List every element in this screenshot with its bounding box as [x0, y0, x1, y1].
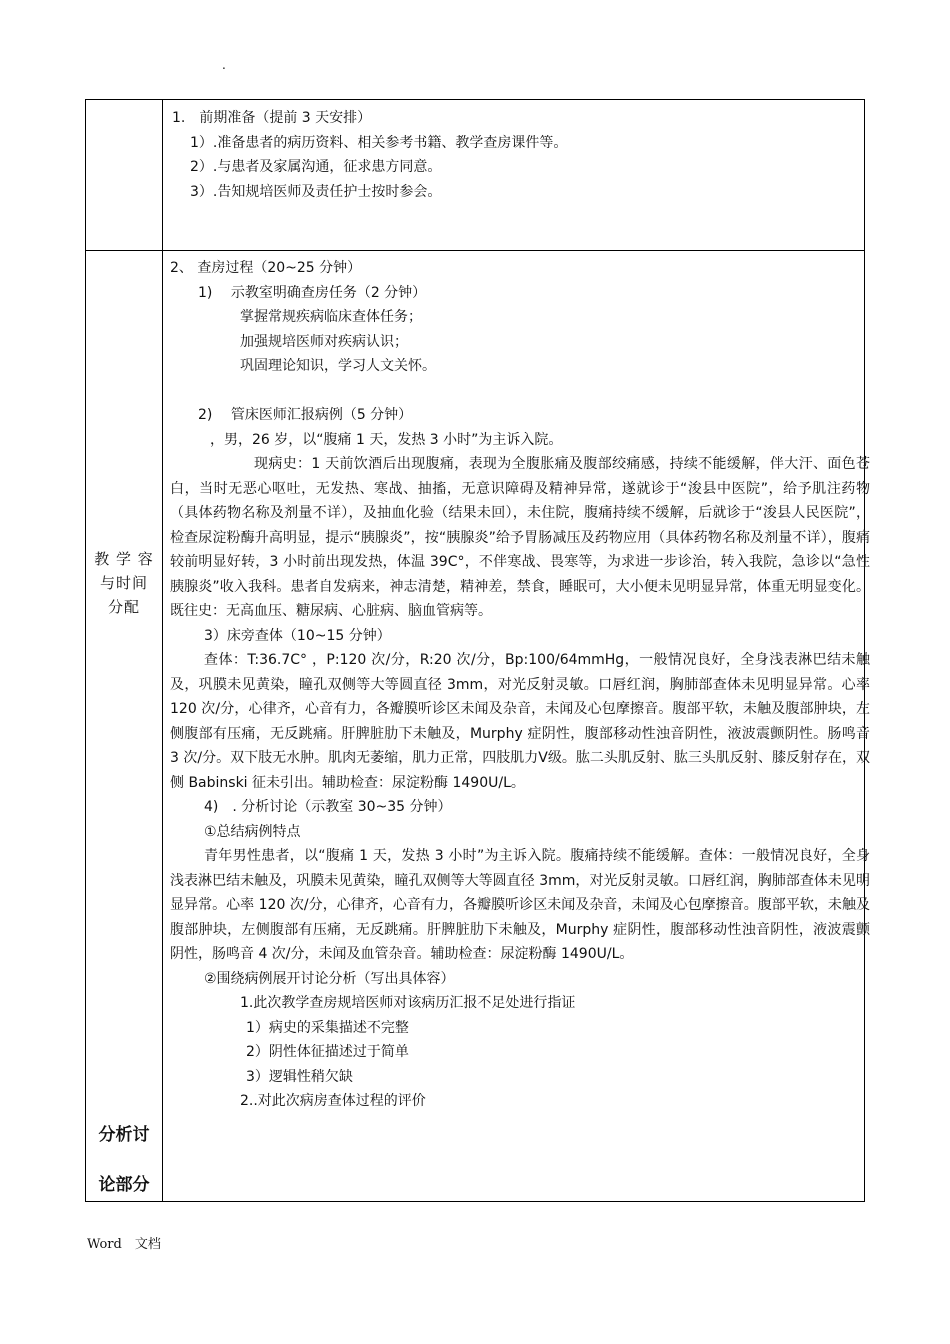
report-title: 2) 管床医师汇报病例（5 分钟） — [198, 407, 413, 423]
prep-title: 1. 前期准备（提前 3 天安排） — [172, 110, 372, 126]
prep-item-3: 3）.告知规培医师及责任护士按时参会。 — [190, 183, 442, 200]
report-intro: ，男，26 岁，以“腹痛 1 天，发热 3 小时”为主诉入院。 — [210, 431, 563, 448]
task-item-3: 巩固理论知识，学习人文关怀。 — [240, 358, 436, 374]
discussion-subpoint-1: 1）病史的采集描述不完整 — [246, 1019, 409, 1036]
task-title: 1) 示教室明确查房任务（2 分钟） — [198, 284, 427, 301]
discussion-subpoint-2: 2）阴性体征描述过于简单 — [246, 1044, 409, 1060]
document-footer: Word 文档 — [87, 1237, 161, 1252]
label-line: 分析讨 — [98, 1125, 150, 1145]
task-item-1: 掌握常规疾病临床查体任务； — [240, 309, 422, 325]
label-content-time — [86, 547, 162, 619]
lesson-plan-table — [85, 99, 870, 1202]
discussion-title: 4) . 分析讨论（示教室 30~35 分钟） — [204, 799, 452, 815]
process-title: 2、 查房过程（20~25 分钟） — [170, 260, 362, 276]
prep-item-2: 2）.与患者及家属沟通，征求患方同意。 — [190, 159, 442, 175]
label-analysis-part — [86, 1110, 162, 1210]
exam-title: 3）床旁查体（10~15 分钟） — [204, 627, 391, 644]
label-line: 论部分 — [98, 1175, 150, 1195]
row-divider — [86, 250, 864, 251]
present-history: 现病史：1 天前饮酒后出现腹痛，表现为全腹胀痛及腹部绞痛感，持续不能缓解，伴大汗、面色苍白，当时无恶心呕吐，无发热、寒战、抽搐，无意识障碍及精神异常，遂就诊于“浚县中医院”，给予肌注药物（具体药物名称及剂量不详），及抽血化验（结果未回），未住院，腹痛持续不缓解，后就诊于“浚县人民医院”，检查尿淀粉酶升高明显，提示“胰腺炎”，按“胰腺炎”给予胃肠减压及药物应用（具体药物名称及剂量不详），腹痛较前明显好转，3 小时前出现发热，体温 39C°，不伴寒战、畏寒等，为求进一步诊治，转入我院，急诊以“急性胰腺炎”收入我科。患者自发病来，神志清楚，精神差，禁食，睡眠可，大小便未见明显异常，体重无明显变化。既往史：无高血压、糖尿病、心脏病、脑血管病等。 — [170, 456, 870, 619]
discussion-point-2: 2..对此次病房查体过程的评价 — [240, 1093, 426, 1109]
label-line: 分配 — [107, 598, 140, 616]
prep-cell — [172, 106, 862, 204]
column-divider — [162, 100, 163, 1201]
page-top-mark: . — [222, 58, 226, 72]
label-line: 与时间 — [99, 574, 148, 592]
discussion-subpoint-3: 3）逻辑性稍欠缺 — [246, 1068, 353, 1085]
label-line: 教 学 容 — [94, 550, 154, 568]
discussion-around-title: ②围绕病例展开讨论分析（写出具体容） — [204, 970, 455, 987]
process-cell — [170, 256, 870, 1114]
physical-exam: 查体：T:36.7C° ，P:120 次/分，R:20 次/分，Bp:100/64mmHg，一般情况良好，全身浅表淋巴结未触及，巩膜未见黄染，瞳孔双侧等大等圆直径 3mm，对光反射灵敏。口唇红润，胸肺部查体未见明显异常。心率 120 次/分，心律齐，心音有力，各瓣膜听诊区未闻及杂音，未闻及心包摩擦音。腹部平软，未触及腹部肿块，左侧腹部有压痛，无反跳痛。肝脾脏肋下未触及，Murphy 症阴性，腹部移动性浊音阴性，液波震颤阴性。肠鸣音 3 次/分。双下肢无水肿。肌肉无萎缩，肌力正常，四肢肌力Ⅴ级。肱二头肌反射、肱三头肌反射、膝反射存在，双侧 Babinski 征未引出。辅助检查：尿淀粉酶 1490U/L。 — [170, 652, 870, 791]
case-summary: 青年男性患者，以“腹痛 1 天，发热 3 小时”为主诉入院。腹痛持续不能缓解。查体：一般情况良好，全身浅表淋巴结未触及，巩膜未见黄染，瞳孔双侧等大等圆直径 3mm，对光反射灵敏。口唇红润，胸肺部查体未见明显异常。心率 120 次/分，心律齐，心音有力，各瓣膜听诊区未闻及杂音，未闻及心包摩擦音。腹部平软，未触及腹部肿块，左侧腹部有压痛，无反跳痛。肝脾脏肋下未触及，Murphy 症阴性，腹部移动性浊音阴性，液波震颤阴性，肠鸣音 4 次/分，未闻及血管杂音。辅助检查：尿淀粉酶 1490U/L。 — [170, 848, 870, 962]
discussion-point-1: 1.此次教学查房规培医师对该病历汇报不足处进行指证 — [240, 995, 576, 1011]
summary-title: ①总结病例特点 — [204, 823, 301, 840]
task-item-2: 加强规培医师对疾病认识； — [240, 333, 408, 350]
prep-item-1: 1）.准备患者的病历资料、相关参考书籍、教学查房课件等。 — [190, 134, 568, 151]
